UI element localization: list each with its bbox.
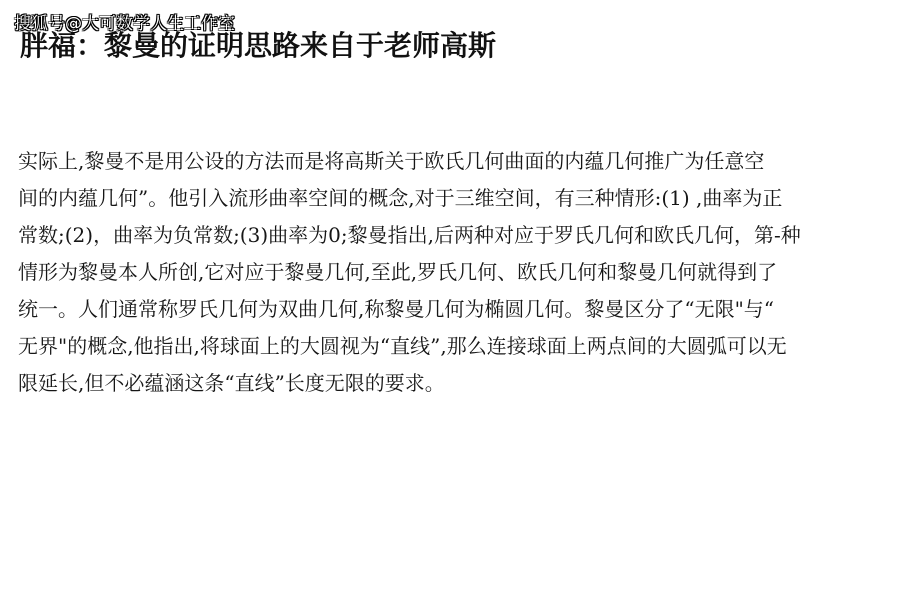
paragraph-line: 情形为黎曼本人所创,它对应于黎曼几何,至此,罗氏几何、欧氏几何和黎曼几何就得到了 — [18, 260, 778, 284]
paragraph-line: 常数;(2)，曲率为负常数;(3)曲率为0;黎曼指出,后两种对应于罗氏几何和欧氏几何，第-种 — [18, 223, 801, 247]
body-paragraph — [18, 143, 890, 402]
paragraph-line: 无界"的概念,他指出,将球面上的大圆视为“直线”,那么连接球面上两点间的大圆弧可以无 — [18, 334, 787, 358]
paragraph-line: 限延长,但不必蕴涵这条“直线”长度无限的要求。 — [18, 371, 445, 395]
page-title: 胖福：黎曼的证明思路来自于老师高斯 — [20, 29, 497, 62]
paragraph-line: 统一。人们通常称罗氏几何为双曲几何,称黎曼几何为椭圆几何。黎曼区分了“无限"与“ — [18, 297, 775, 321]
watermark: 搜狐号@大可数学人生工作室 — [14, 14, 235, 34]
paragraph-line: 间的内蕴几何”。他引入流形曲率空间的概念,对于三维空间，有三种情形:(1) ,曲率为正 — [18, 186, 783, 210]
paragraph-line: 实际上,黎曼不是用公设的方法而是将高斯关于欧氏几何曲面的内蕴几何推广为任意空 — [18, 149, 765, 173]
